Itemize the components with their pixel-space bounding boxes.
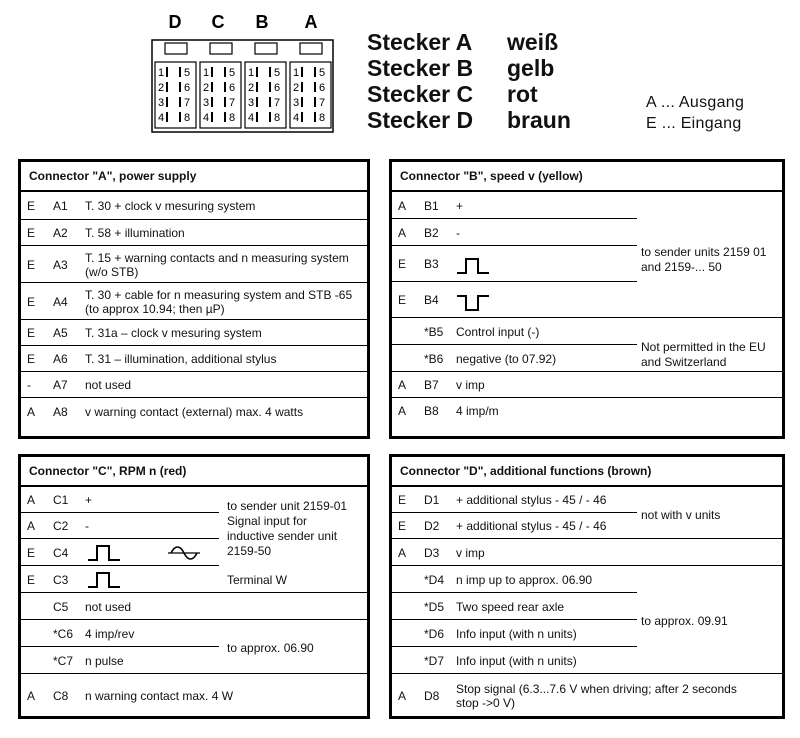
- table-row: [21, 372, 367, 398]
- pin-contact: [179, 97, 181, 107]
- pin-contact: [269, 67, 271, 77]
- plug-letter-d: D: [168, 12, 182, 32]
- pin-contact: [314, 97, 316, 107]
- pin-number: 3: [293, 97, 300, 109]
- pin-description: [85, 288, 352, 316]
- table-row: [21, 487, 367, 513]
- pin-number: 3: [203, 97, 210, 109]
- pin-number: 2: [248, 82, 255, 94]
- pin-number: 5: [184, 67, 191, 79]
- legend-color: gelb: [507, 55, 555, 81]
- pin-id: D8: [424, 689, 440, 703]
- pin-id: *C7: [53, 654, 74, 668]
- table-row: [392, 487, 782, 513]
- description-line: n imp up to approx. 06.90: [456, 573, 593, 587]
- table-row: [392, 593, 782, 620]
- plug-cell-b: [245, 43, 286, 128]
- pin-description: [85, 405, 303, 419]
- pin-id: B8: [424, 404, 439, 418]
- table-row: [392, 318, 782, 345]
- pin-description: [456, 573, 592, 587]
- pin-description: [456, 199, 463, 213]
- description-line: not used: [85, 600, 132, 614]
- pin-contact: [224, 112, 226, 122]
- signal-direction: E: [27, 226, 36, 240]
- pin-number: 1: [293, 67, 300, 79]
- legend-color: weiß: [507, 29, 559, 55]
- pin-id: B3: [424, 257, 439, 271]
- sine-wave-icon: [167, 544, 201, 562]
- pin-description: [456, 627, 577, 641]
- legend-label: Stecker D: [367, 107, 474, 133]
- note-line: Not permitted in the EU: [641, 340, 766, 354]
- pin-contact: [269, 82, 271, 92]
- description-line: T. 31a – clock v mesuring system: [85, 326, 262, 340]
- description-line: negative (to 07.92): [456, 352, 557, 366]
- legend-stecker-a: [367, 29, 558, 56]
- pin-number: 4: [158, 112, 165, 124]
- pin-contact: [211, 112, 213, 122]
- table-row: [392, 647, 782, 674]
- pin-id: A4: [53, 295, 68, 309]
- pin-contact: [179, 112, 181, 122]
- pin-id: *B5: [424, 325, 444, 339]
- note-date: to approx. 09.91: [641, 614, 728, 628]
- description-line: Stop signal (6.3...7.6 V when driving; after 2 seconds: [456, 682, 737, 696]
- plug-cell-d: [155, 43, 196, 128]
- description-line: T. 30 + clock v mesuring system: [85, 199, 256, 213]
- table-row: [392, 345, 782, 372]
- description-line: T. 31 – illumination, additional stylus: [85, 352, 277, 366]
- pin-contact: [314, 67, 316, 77]
- description-line: Two speed rear axle: [456, 600, 565, 614]
- legend-label: Stecker A: [367, 29, 473, 55]
- plug-letter-a: A: [304, 12, 318, 32]
- legend-stecker-b: [367, 55, 554, 82]
- plug-key-slot: [165, 43, 187, 54]
- pin-id: C5: [53, 600, 69, 614]
- pin-number: 2: [203, 82, 210, 94]
- plug-letter-b: B: [255, 12, 269, 32]
- pin-description: [85, 378, 131, 392]
- pin-contact: [256, 97, 258, 107]
- note-line: 2159-50: [227, 544, 272, 558]
- description-line: +: [85, 493, 93, 507]
- pin-description: [456, 404, 499, 418]
- legend-label: Stecker C: [367, 81, 474, 107]
- table-row: [21, 620, 367, 647]
- pin-id: A6: [53, 352, 68, 366]
- description-line: stop ->0 V): [456, 696, 516, 710]
- description-line: T. 15 + warning contacts and n measuring system: [85, 251, 349, 265]
- pin-number: 6: [274, 82, 281, 94]
- plug-key-slot: [255, 43, 277, 54]
- table-row: [21, 593, 367, 620]
- pin-number: 2: [293, 82, 300, 94]
- pin-number: 1: [203, 67, 210, 79]
- table-row: [21, 566, 367, 593]
- note-terminal-w: Terminal W: [227, 573, 288, 587]
- description-line: (w/o STB): [85, 265, 139, 279]
- pin-id: B1: [424, 199, 439, 213]
- pin-id: C2: [53, 519, 69, 533]
- table-row: [21, 246, 367, 283]
- pin-description: [456, 325, 539, 339]
- table-row: [392, 372, 782, 398]
- legend-label: Stecker B: [367, 55, 474, 81]
- pin-number: 1: [158, 67, 165, 79]
- plug-key-slot: [300, 43, 322, 54]
- description-line: not used: [85, 378, 132, 392]
- note-line: Signal input for: [227, 514, 308, 528]
- pin-number: 6: [229, 82, 236, 94]
- signal-direction: E: [398, 493, 407, 507]
- io-legend-ausgang: A ... Ausgang: [646, 94, 745, 111]
- pin-number: 5: [229, 67, 236, 79]
- description-line: + additional stylus - 45 / - 46: [456, 493, 607, 507]
- pin-description: [456, 493, 606, 507]
- pin-description: [456, 378, 485, 392]
- table-row: [392, 620, 782, 647]
- signal-direction: E: [27, 352, 36, 366]
- legend-color: braun: [507, 107, 571, 133]
- table-row: [21, 674, 367, 717]
- pin-id: *C6: [53, 627, 74, 641]
- table-row: [21, 320, 367, 346]
- pin-description: [456, 519, 606, 533]
- pin-id: D2: [424, 519, 440, 533]
- signal-direction: A: [27, 519, 36, 533]
- pin-id: *D6: [424, 627, 445, 641]
- description-line: v imp: [456, 546, 485, 560]
- description-line: v warning contact (external) max. 4 watts: [85, 405, 304, 419]
- pin-number: 8: [319, 112, 326, 124]
- pin-number: 6: [319, 82, 326, 94]
- pin-id: A7: [53, 378, 68, 392]
- pin-number: 8: [229, 112, 236, 124]
- pin-number: 8: [274, 112, 281, 124]
- pin-number: 7: [184, 97, 191, 109]
- pin-description: [85, 352, 276, 366]
- table-row: [392, 513, 782, 539]
- signal-direction: A: [398, 226, 407, 240]
- positive-pulse-icon: [456, 257, 490, 275]
- note-line: inductive sender unit: [227, 529, 338, 543]
- pin-contact: [301, 112, 303, 122]
- signal-direction: -: [27, 378, 31, 392]
- connector-c-table: [18, 454, 370, 719]
- pin-id: B7: [424, 378, 439, 392]
- table-title: Connector "C", RPM n (red): [21, 457, 367, 487]
- table-row: [392, 539, 782, 566]
- legend-color: rot: [507, 81, 538, 107]
- pin-id: C8: [53, 689, 69, 703]
- table-row: [21, 513, 367, 539]
- description-line: T. 30 + cable for n measuring system and STB -65: [85, 288, 353, 302]
- pin-description: [85, 226, 185, 240]
- pin-description: [456, 226, 460, 240]
- pin-contact: [314, 82, 316, 92]
- pin-number: 1: [248, 67, 255, 79]
- pin-id: A2: [53, 226, 68, 240]
- signal-direction: A: [398, 546, 407, 560]
- pin-contact: [179, 82, 181, 92]
- description-line: -: [456, 226, 460, 240]
- pin-contact: [314, 112, 316, 122]
- pin-description: [456, 600, 564, 614]
- pin-contact: [211, 97, 213, 107]
- table-row: [392, 398, 782, 424]
- signal-direction: E: [27, 573, 36, 587]
- signal-direction: A: [398, 378, 407, 392]
- pin-number: 6: [184, 82, 191, 94]
- signal-direction: A: [398, 689, 407, 703]
- note-not-with-v: not with v units: [641, 508, 721, 522]
- pin-description: [456, 352, 556, 366]
- table-row: [21, 647, 367, 674]
- pin-description: [456, 682, 737, 710]
- signal-direction: E: [398, 293, 407, 307]
- plug-key-slot: [210, 43, 232, 54]
- table-row: [392, 246, 782, 282]
- legend-stecker-d: [367, 107, 571, 134]
- signal-direction: A: [398, 199, 407, 213]
- pin-number: 4: [248, 112, 255, 124]
- pin-id: C4: [53, 546, 69, 560]
- io-legend-eingang: E ... Eingang: [646, 115, 742, 132]
- description-line: Info input (with n units): [456, 654, 577, 668]
- pin-id: A1: [53, 199, 68, 213]
- positive-pulse-icon: [87, 571, 121, 589]
- pin-contact: [166, 82, 168, 92]
- pin-id: *D7: [424, 654, 445, 668]
- table-title: Connector "A", power supply: [21, 162, 367, 192]
- note-line: to sender units 2159 01: [641, 245, 767, 259]
- pin-contact: [256, 82, 258, 92]
- positive-pulse-icon: [87, 544, 121, 562]
- pin-number: 4: [203, 112, 210, 124]
- table-row: [392, 192, 782, 219]
- table-row: [392, 219, 782, 246]
- pin-id: *B6: [424, 352, 444, 366]
- pin-description: [85, 199, 255, 213]
- signal-direction: A: [27, 689, 36, 703]
- table-row: [392, 566, 782, 593]
- connector-plug-diagram: [0, 0, 345, 145]
- signal-direction: A: [27, 405, 36, 419]
- plug-cell-c: [200, 43, 241, 128]
- description-line: +: [456, 199, 464, 213]
- pin-id: D3: [424, 546, 440, 560]
- pin-id: A8: [53, 405, 68, 419]
- pin-contact: [166, 97, 168, 107]
- pin-description: [85, 654, 124, 668]
- pin-description: [85, 326, 262, 340]
- pin-id: A3: [53, 258, 68, 272]
- table-row: [392, 282, 782, 318]
- pin-contact: [256, 112, 258, 122]
- table-row: [392, 674, 782, 717]
- pin-contact: [179, 67, 181, 77]
- pin-description: [85, 600, 131, 614]
- plug-letter-c: C: [211, 12, 225, 32]
- note-line: and 2159-... 50: [641, 260, 722, 274]
- pin-contact: [211, 82, 213, 92]
- pin-number: 3: [158, 97, 165, 109]
- description-line: 4 imp/m: [456, 404, 499, 418]
- description-line: Info input (with n units): [456, 627, 577, 641]
- connector-a-table: [18, 159, 370, 439]
- description-line: (to approx 10.94; then µP): [85, 302, 225, 316]
- description-line: + additional stylus - 45 / - 46: [456, 519, 607, 533]
- pin-contact: [301, 67, 303, 77]
- signal-direction: E: [27, 546, 36, 560]
- signal-direction: E: [27, 199, 36, 213]
- connector-d-table: [389, 454, 785, 719]
- pin-number: 7: [274, 97, 281, 109]
- signal-direction: E: [27, 295, 36, 309]
- pin-description: [85, 251, 349, 279]
- pin-contact: [224, 97, 226, 107]
- description-line: 4 imp/rev: [85, 627, 135, 641]
- pin-number: 8: [184, 112, 191, 124]
- pin-id: C1: [53, 493, 69, 507]
- legend-stecker-c: [367, 81, 538, 108]
- table-row: [21, 346, 367, 372]
- signal-direction: E: [27, 326, 36, 340]
- pin-id: B4: [424, 293, 439, 307]
- pin-id: *D4: [424, 573, 445, 587]
- pin-contact: [211, 67, 213, 77]
- pin-contact: [224, 67, 226, 77]
- table-row: [21, 220, 367, 246]
- pin-description: [85, 689, 233, 703]
- plug-cell-a: [290, 43, 331, 128]
- pin-id: B2: [424, 226, 439, 240]
- description-line: n warning contact max. 4 W: [85, 689, 234, 703]
- pin-contact: [301, 97, 303, 107]
- pin-number: 5: [274, 67, 281, 79]
- description-line: T. 58 + illumination: [85, 226, 185, 240]
- pin-number: 5: [319, 67, 326, 79]
- table-title: Connector "B", speed v (yellow): [392, 162, 782, 192]
- description-line: n pulse: [85, 654, 124, 668]
- pin-id: D1: [424, 493, 440, 507]
- table-row: [21, 398, 367, 426]
- description-line: -: [85, 519, 89, 533]
- pin-number: 4: [293, 112, 300, 124]
- pin-description: [85, 627, 134, 641]
- pin-id: A5: [53, 326, 68, 340]
- pin-number: 2: [158, 82, 165, 94]
- note-line: and Switzerland: [641, 355, 727, 369]
- description-line: Control input (-): [456, 325, 540, 339]
- pin-contact: [301, 82, 303, 92]
- signal-direction: A: [398, 404, 407, 418]
- pin-contact: [224, 82, 226, 92]
- signal-direction: E: [27, 258, 36, 272]
- negative-pulse-icon: [456, 294, 490, 312]
- pin-description: [456, 546, 485, 560]
- table-row: [21, 283, 367, 320]
- pin-description: [85, 493, 92, 507]
- pin-number: 3: [248, 97, 255, 109]
- pin-contact: [269, 97, 271, 107]
- description-line: v imp: [456, 378, 485, 392]
- pin-id: C3: [53, 573, 69, 587]
- note-date: to approx. 06.90: [227, 641, 314, 655]
- table-title: Connector "D", additional functions (brown): [392, 457, 782, 487]
- pin-id: *D5: [424, 600, 445, 614]
- connector-b-table: [389, 159, 785, 439]
- note-line: to sender unit 2159-01: [227, 499, 348, 513]
- signal-direction: E: [398, 257, 407, 271]
- pin-contact: [269, 112, 271, 122]
- pin-contact: [166, 112, 168, 122]
- pin-number: 7: [319, 97, 326, 109]
- signal-direction: E: [398, 519, 407, 533]
- signal-direction: A: [27, 493, 36, 507]
- table-row: [21, 192, 367, 220]
- pin-contact: [166, 67, 168, 77]
- pin-description: [85, 519, 89, 533]
- pin-number: 7: [229, 97, 236, 109]
- pin-contact: [256, 67, 258, 77]
- pin-description: [456, 654, 577, 668]
